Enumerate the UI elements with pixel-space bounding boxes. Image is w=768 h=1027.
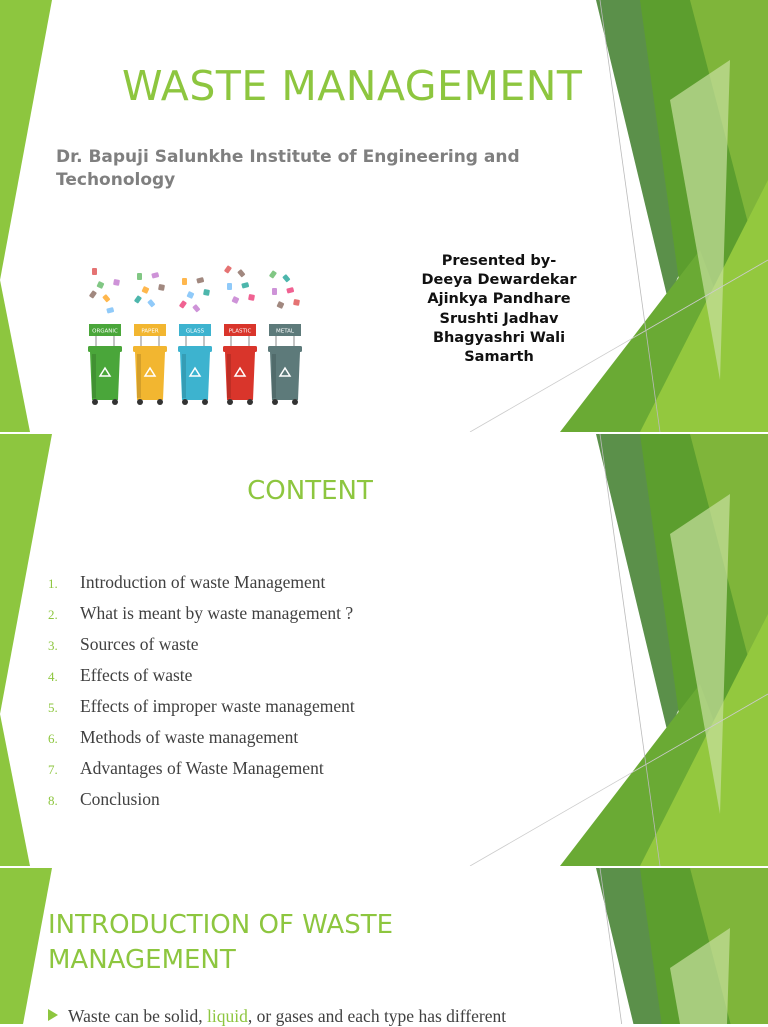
title-slide bbox=[0, 0, 768, 432]
item-number: 6. bbox=[48, 731, 58, 746]
item-text: Sources of waste bbox=[80, 634, 199, 654]
item-text: What is meant by waste management ? bbox=[80, 603, 354, 623]
item-number: 2. bbox=[48, 607, 58, 622]
item-text: Effects of improper waste management bbox=[80, 696, 355, 716]
list-item bbox=[48, 727, 355, 758]
bin-organic bbox=[88, 268, 122, 405]
item-number: 3. bbox=[48, 638, 58, 653]
presented-by-label: Presented by- bbox=[441, 253, 557, 269]
list-item bbox=[48, 665, 355, 696]
presenters bbox=[396, 252, 602, 367]
bullet-text-start: Waste can be solid, bbox=[68, 1006, 208, 1026]
svg-text:GLASS: GLASS bbox=[185, 328, 205, 335]
item-text: Conclusion bbox=[80, 789, 160, 809]
bullet-arrow-icon bbox=[48, 1009, 58, 1021]
list-item bbox=[48, 603, 355, 634]
list-item bbox=[48, 758, 355, 789]
svg-text:ORGANIC: ORGANIC bbox=[92, 328, 118, 335]
bin-plastic bbox=[223, 265, 257, 405]
svg-text:METAL: METAL bbox=[276, 328, 294, 335]
introduction-title: INTRODUCTION OF WASTE MANAGEMENT bbox=[48, 910, 394, 975]
item-number: 8. bbox=[48, 793, 58, 808]
content-list bbox=[48, 572, 355, 820]
item-text: Methods of waste management bbox=[80, 727, 299, 747]
bullet-text-end: , or gases and each type has different bbox=[247, 1006, 507, 1026]
bin-paper bbox=[133, 272, 167, 405]
highlighted-word: liquid bbox=[207, 1006, 248, 1026]
svg-text:PAPER: PAPER bbox=[141, 328, 159, 335]
svg-text:PLASTIC: PLASTIC bbox=[228, 328, 252, 335]
presenter-name: Srushti Jadhav bbox=[439, 310, 559, 327]
item-number: 4. bbox=[48, 669, 58, 684]
item-text: Introduction of waste Management bbox=[80, 572, 326, 592]
presenter-name: Samarth bbox=[464, 349, 534, 366]
list-item bbox=[48, 789, 355, 820]
recycling-bins-illustration bbox=[80, 262, 312, 412]
bin-glass bbox=[178, 277, 212, 405]
list-item bbox=[48, 572, 355, 603]
content-title: CONTENT bbox=[247, 476, 373, 506]
item-number: 5. bbox=[48, 700, 58, 715]
item-text: Advantages of Waste Management bbox=[80, 758, 324, 778]
presenter-name: Ajinkya Pandhare bbox=[427, 291, 571, 308]
item-number: 1. bbox=[48, 576, 58, 591]
list-item bbox=[48, 696, 355, 727]
item-text: Effects of waste bbox=[80, 665, 193, 685]
bin-metal bbox=[268, 270, 302, 405]
item-number: 7. bbox=[48, 762, 58, 777]
presenter-name: Deeya Dewardekar bbox=[421, 272, 577, 289]
institute-name: Dr. Bapuji Salunkhe Institute of Engineering and Techonology bbox=[56, 147, 520, 190]
presenter-name: Bhagyashri Wali bbox=[432, 329, 566, 346]
list-item bbox=[48, 634, 355, 665]
slide-title: WASTE MANAGEMENT bbox=[122, 62, 583, 110]
